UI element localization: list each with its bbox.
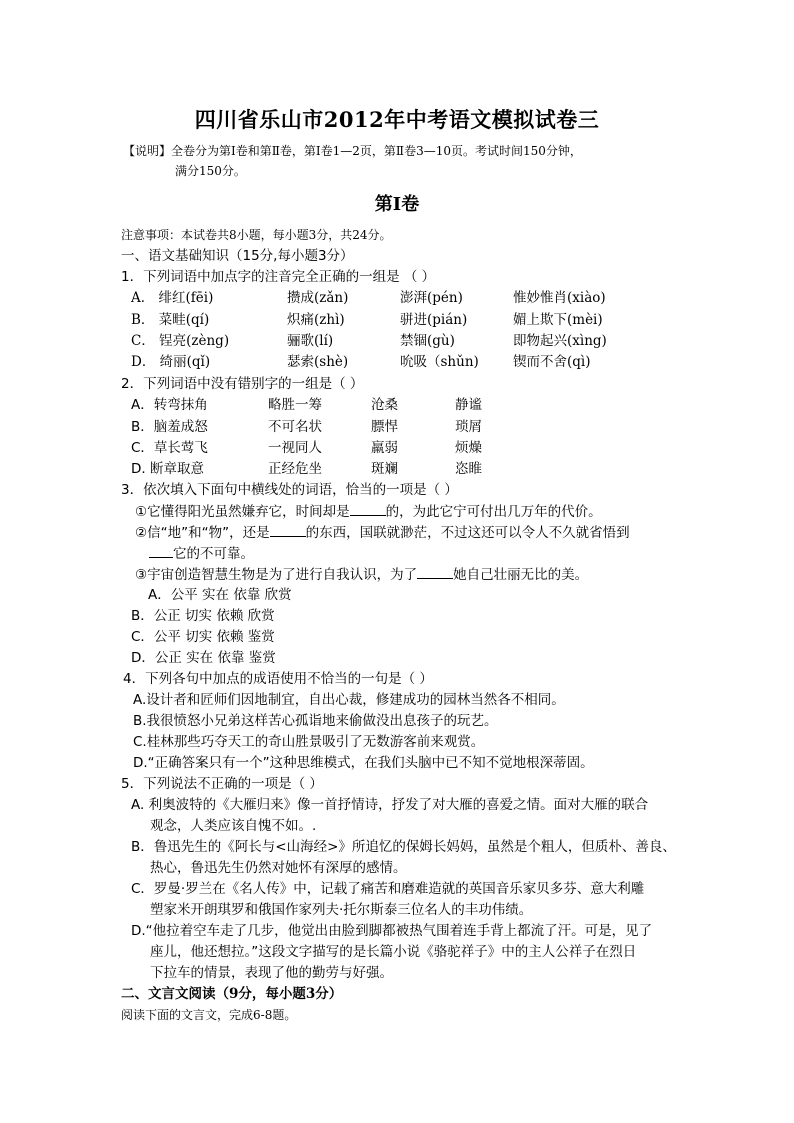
q1-option-c-word3: 禁锢(gù) (400, 333, 455, 349)
q3-sentence-2-cont (149, 544, 254, 563)
q1-option-b: B． 菜畦(qí) (131, 312, 210, 328)
q3-option-c: C．公平 切实 依赖 鉴赏 (131, 629, 275, 645)
q3-sentence-1-after: 的，为此它宁可付出几万年的代价。 (385, 504, 602, 520)
q2-stem: 2．下列词语中没有错别字的一组是（ ） (121, 376, 364, 392)
q2-option-b-word2: 不可名状 (268, 419, 322, 435)
notice-text: 注意事项：本试卷共8小题，每小题3分，共24分。 (121, 228, 392, 242)
q1-option-b-word4: 媚上欺下(mèi) (513, 312, 603, 328)
q5-option-b-line2: 热心，鲁迅先生仍然对她怀有深厚的感情。 (150, 860, 407, 876)
q1-option-d-word3: 吮吸（shǔn) (400, 354, 479, 370)
q3-blank-2 (270, 523, 306, 537)
reading-instructions: 阅读下面的文言文，完成6-8题。 (121, 1008, 297, 1022)
q5-option-a-line1: A. 利奥波特的《大雁归来》像一首抒情诗，抒发了对大雁的喜爱之情。面对大雁的联合 (131, 797, 649, 813)
q3-sentence-2 (135, 523, 630, 542)
volume-heading: 第Ⅰ卷 (374, 194, 420, 215)
section2-heading: 二、文言文阅读（9分，每小题3分） (121, 986, 343, 1002)
q4-stem: 4．下列各句中加点的成语使用不恰当的一句是（ ） (123, 671, 433, 687)
exam-note-line1: 【说明】全卷分为第Ⅰ卷和第Ⅱ卷，第Ⅰ卷1—2页，第Ⅱ卷3—10页。考试时间150分钟， (123, 144, 582, 158)
q1-option-b-word3: 骈进(pián) (400, 312, 468, 328)
exam-note-line2: 满分150分。 (175, 164, 246, 178)
q3-option-b: B．公正 切实 依赖 欣赏 (131, 608, 275, 624)
q2-option-c-word4: 烦燥 (455, 440, 482, 456)
q3-sentence-3-after: 她自己壮丽无比的美。 (453, 567, 589, 583)
q5-option-c-line1: C．罗曼·罗兰在《名人传》中，记载了痛苦和磨难造就的英国音乐家贝多芬、意大利雕 (131, 881, 645, 897)
q1-option-c-word2: 骊歌(lí) (287, 333, 334, 349)
q1-option-a-word2: 攒成(zǎn) (287, 290, 349, 306)
q2-option-d-word4: 恣睢 (455, 461, 482, 477)
q3-sentence-2-after: 的东西，国联就渺茫，不过这还可以令人不久就省悟到 (305, 525, 630, 541)
q2-option-d-word3: 斑斓 (371, 461, 398, 477)
q2-option-b-word3: 膘悍 (371, 419, 398, 435)
q5-option-d-line3: 下拉车的情景，表现了他的勤劳与好强。 (150, 965, 393, 981)
q1-option-c: C． 锃亮(zèng) (131, 333, 230, 349)
q3-sentence-1 (135, 502, 602, 521)
q3-blank-4 (417, 565, 453, 579)
q3-option-d: D．公正 实在 依靠 鉴赏 (131, 650, 276, 666)
q2-option-c-word3: 羸弱 (371, 440, 398, 456)
q4-option-d: D.“正确答案只有一个”这种思维模式，在我们头脑中已不知不觉地根深蒂固。 (133, 755, 594, 771)
q2-option-a-word2: 略胜一筹 (268, 397, 322, 413)
q2-option-c-word2: 一视同人 (268, 440, 322, 456)
q5-option-d-line1: D.“他拉着空车走了几步，他觉出由脸到脚都被热气围着连手背上都流了汗。可是，见了 (131, 923, 653, 939)
q3-blank-3 (149, 544, 173, 558)
q3-sentence-3 (135, 565, 588, 584)
q5-stem: 5．下列说法不正确的一项是（ ） (121, 776, 323, 792)
q1-option-a-word3: 澎湃(pén) (400, 290, 463, 306)
q4-option-b: B.我很愤怒小兄弟这样苦心孤诣地来偷做没出息孩子的玩艺。 (133, 713, 498, 729)
q5-option-b-line1: B．鲁迅先生的《阿长与<山海经>》所追忆的保姆长妈妈，虽然是个粗人，但质朴、善良、 (131, 839, 676, 855)
q1-option-c-word4: 即物起兴(xìng) (513, 333, 607, 349)
q1-option-b-word2: 炽痛(zhì) (287, 312, 345, 328)
q4-option-a: A.设计者和匠师们因地制宜，自出心裁，修建成功的园林当然各不相同。 (133, 692, 565, 708)
q2-option-a: A．转弯抹角 (131, 397, 208, 413)
q2-option-d: D. 断章取意 (131, 461, 204, 477)
q3-sentence-1-before: ①它懂得阳光虽然嫌弃它，时间却是 (135, 504, 350, 520)
q2-option-d-word2: 正经危坐 (268, 461, 322, 477)
q4-option-c: C.桂林那些巧夺天工的奇山胜景吸引了无数游客前来观赏。 (133, 734, 485, 750)
q2-option-b-word4: 琐屑 (455, 419, 482, 435)
q5-option-a-line2: 观念，人类应该自愧不如。. (150, 818, 317, 834)
section1-heading: 一、语文基础知识（15分,每小题3分） (121, 248, 354, 264)
q3-sentence-3-before: ③宇宙创造智慧生物是为了进行自我认识，为了 (135, 567, 418, 583)
exam-title: 四川省乐山市2012年中考语文模拟试卷三 (194, 107, 600, 132)
q2-option-a-word4: 静谧 (455, 397, 482, 413)
q2-option-c: C．草长莺飞 (131, 440, 208, 456)
q3-stem: 3．依次填入下面句中横线处的词语，恰当的一项是（ ） (121, 482, 458, 498)
q1-option-d: D． 绮丽(qǐ) (131, 354, 211, 370)
q1-option-a-word4: 惟妙惟肖(xiào) (513, 290, 606, 306)
q5-option-d-line2: 座儿，他还想拉。”这段文字描写的是长篇小说《骆驼祥子》中的主人公祥子在烈日 (150, 944, 637, 960)
q5-option-c-line2: 塑家米开朗琪罗和俄国作家列夫·托尔斯泰三位名人的丰功伟绩。 (150, 902, 533, 918)
q1-option-d-word2: 瑟索(shè) (287, 354, 349, 370)
q2-option-a-word3: 沧桑 (371, 397, 398, 413)
q3-sentence-2-tail: 它的不可靠。 (173, 546, 254, 562)
q2-option-b: B．脑羞成怒 (131, 419, 208, 435)
q1-stem: 1．下列词语中加点字的注音完全正确的一组是 （ ） (121, 269, 436, 285)
q1-option-a: A． 绯红(fēi) (131, 290, 214, 306)
q1-option-d-word4: 锲而不舍(qì) (513, 354, 591, 370)
q3-blank-1 (350, 502, 386, 516)
q3-sentence-2-before: ②信“地”和“物”，还是 (135, 525, 270, 541)
q3-option-a: A．公平 实在 依靠 欣赏 (148, 587, 292, 603)
